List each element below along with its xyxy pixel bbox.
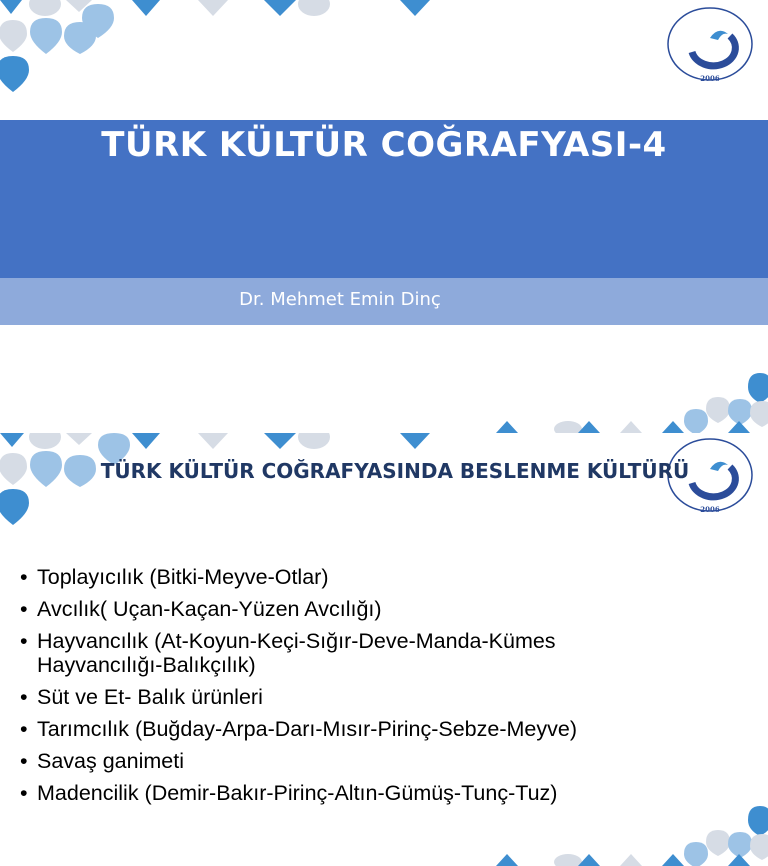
top-left-drops-decoration xyxy=(0,0,460,100)
page-title: TÜRK KÜLTÜR COĞRAFYASI-4 xyxy=(101,125,667,165)
list-item: • Süt ve Et- Balık ürünleri xyxy=(20,685,660,709)
author-name: Dr. Mehmet Emin Dinç xyxy=(239,289,441,310)
list-item: • Toplayıcılık (Bitki-Meyve-Otlar) xyxy=(20,565,660,589)
list-item: • Madencilik (Demir-Bakır-Pirinç-Altın-Gümüş-Tunç-Tuz) xyxy=(20,781,660,805)
university-logo xyxy=(662,4,758,94)
svg-text:2006: 2006 xyxy=(700,505,720,514)
list-item: • Savaş ganimeti xyxy=(20,749,660,773)
content-slide xyxy=(0,433,768,866)
section-heading: TÜRK KÜLTÜR COĞRAFYASINDA BESLENME KÜLTÜRÜ xyxy=(100,459,690,483)
svg-text:2006: 2006 xyxy=(700,74,720,83)
list-item: • Avcılık( Uçan-Kaçan-Yüzen Avcılığı) xyxy=(20,597,660,621)
list-item: • Tarımcılık (Buğday-Arpa-Darı-Mısır-Pirinç-Sebze-Meyve) xyxy=(20,717,660,741)
top-left-drops-decoration xyxy=(0,433,460,533)
list-item: • Hayvancılık (At-Koyun-Keçi-Sığır-Deve-Manda-Kümes Hayvancılığı-Balıkçılık) xyxy=(20,629,660,677)
bullet-list xyxy=(20,565,660,813)
bottom-right-drops-decoration xyxy=(478,363,768,433)
bottom-right-drops-decoration xyxy=(478,796,768,866)
